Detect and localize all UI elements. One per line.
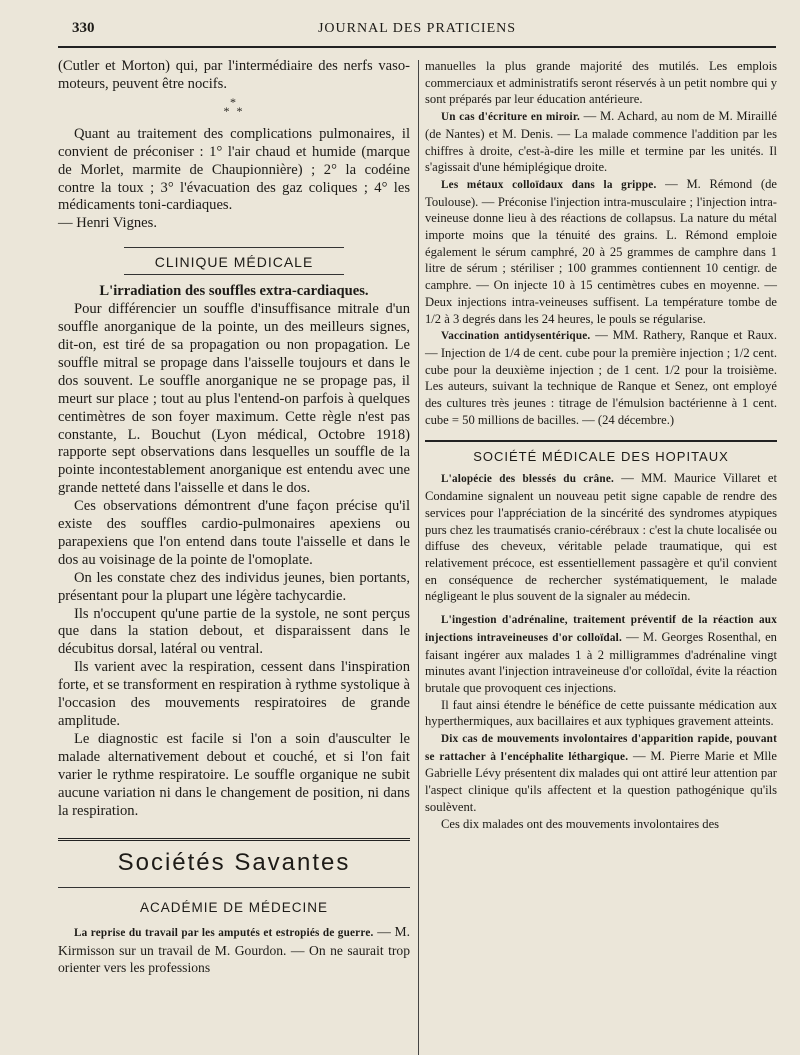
paragraph-adrenaline-2: Il faut ainsi étendre le bénéfice de cette puissante médication aux hyperthermiques, aux bacillaires et aux typhiques gravement atteints. <box>425 697 777 729</box>
paragraph-alopecie <box>425 470 777 605</box>
paragraph-3: On les constate chez des individus jeunes, bien portants, présentant pour la plupart une légère tachycardie. <box>58 569 410 604</box>
adrenaline-text: — M. Georges Rosenthal, en faisant ingérer aux malades 1 à 2 milligrammes d'adrénaline vingt minutes avant l'injection intraveineuse d'or colloïdal, évite la réaction brutale que provoquent ces injections. <box>425 629 777 695</box>
reprise-text: — M. Kirmisson sur un travail de M. Gourdon. — On ne saurait trop orienter vers les professions <box>58 924 410 976</box>
paragraph-miroir <box>425 108 777 176</box>
societes-rule-bottom <box>58 887 410 888</box>
journal-title: JOURNAL DES PRATICIENS <box>317 21 517 36</box>
reprise-lead: La reprise du travail par les amputés et estropiés de guerre. <box>74 927 374 940</box>
miroir-text: — M. Achard, au nom de M. Miraillé (de Nantes) et M. Denis. — La malade commence l'addition par les chiffres à droite, c'est-à-dire les mille et termine par les unités. Il s'agissait d'une hémiplégique droite. <box>425 109 777 175</box>
paragraph-intro: (Cutler et Morton) qui, par l'intermédiaire des nerfs vaso-moteurs, peuvent être nocifs. <box>58 58 410 92</box>
alopecie-lead: L'alopécie des blessés du crâne. <box>441 473 614 486</box>
academie-title: ACADÉMIE DE MÉDECINE <box>139 900 329 916</box>
vaccination-text: — MM. Rathery, Ranque et Raux. — Injection de 1/4 de cent. cube pour la première injection ; 1/2 cent. cube pour la deuxième injection ; de 1 cent. 1/2 pour la troisième. Les auteurs, suivant la technique de Ranque et Senez, ont employé des cultures très jeunes : titrage de l'émulsion bactérienne à 1 cent. cube = 50 millions de bacilles. — (24 décembre.) <box>425 328 777 427</box>
hopitaux-heading-block <box>425 440 777 470</box>
section-stars: * * * <box>223 94 245 118</box>
clinique-heading-block <box>58 247 410 275</box>
paragraph-1: Pour différencier un souffle d'insuffisance mitrale d'un souffle anorganique de la pointe, un des meilleurs signes, dit-on, est tiré de sa propagation ou non propagation. Le souffle mitral se propage dans l'aisselle toujours et dans le dos souvent. Le souffle anorganique ne se propage pas, il meurt sur place ; tout au plus l'entend-on parfois à quelques centimètres de son foyer maximum. Cette règle n'est pas constante, L. Bouchut (Lyon médical, Octobre 1918) rapporte sept observations dans lesquelles un souffle de la pointe incontestablement anorganique est entendu avec une grande netteté dans l'aisselle et dans le dos. <box>58 301 410 497</box>
paragraph-dix-cas-2: Ces dix malades ont des mouvements involontaires des <box>441 816 720 831</box>
left-column <box>58 58 410 976</box>
paragraph-metaux <box>425 176 777 327</box>
societes-savantes-title: Sociétés Savantes <box>117 849 351 877</box>
paragraph-traitement: Quant au traitement des complications pulmonaires, il convient de préconiser : 1° l'air chaud et humide (marque de Morlet, marmite de Chaupionnière) ; 2° la codéine contre la toux ; 3° l'évacuation des gaz coliques ; 4° les médicaments toni-cardiaques. <box>58 125 410 214</box>
adrenaline-lead: L'ingestion d'adrénaline, traitement préventif de la réaction aux injections intraveineuses d'or colloïdal. <box>425 614 777 644</box>
paragraph-adrenaline <box>425 611 777 697</box>
paragraph-vaccination <box>425 327 777 428</box>
page-header <box>58 18 776 46</box>
alopecie-text: — MM. Maurice Villaret et Condamine signalent un nouveau petit signe capable de rendre des services pour l'appréciation de la sincérité des syndromes atypiques purs chez les traumatisés cranio-cérébraux : c'est la chute localisée ou diffuse des cheveux, véritable pelade traumatique, qui est relativement précoce, est essentiellement passagère et qu'il convient en conséquence de rechercher systématiquement, le malade négligeant le plus souvent de la signaler au médecin. <box>425 471 778 604</box>
section-title-clinique: CLINIQUE MÉDICALE <box>154 254 314 271</box>
metaux-lead: Les métaux colloïdaux dans la grippe. <box>441 178 657 191</box>
paragraph-2: Ces observations démontrent d'une façon précise qu'il existe des souffles cardio-pulmonaires apexiens ou parapexiens que l'on entend dans toute l'aisselle et dans le dos au voisinage de la pointe de l'omoplate. <box>58 498 410 568</box>
miroir-lead: Un cas d'écriture en miroir. <box>441 111 580 124</box>
article-title: L'irradiation des souffles extra-cardiaques. <box>99 283 369 300</box>
paragraph-continuation: manuelles la plus grande majorité des mutilés. Les emplois commerciaux et administratifs seront réservés à un petit nombre qui y sont préparés par leur éducation antérieure. <box>425 59 777 107</box>
metaux-text: — M. Rémond (de Toulouse). — Préconise l'injection intra-musculaire ; l'injection intra-veineuse donne lieu à des réactions de collapsus. La nature du métal importe moins que la ténuité des grains. L. Rémond emploie également le sérum camphré, 20 à 25 grammes de camphre dans 1 litre de sérum ; stériliser ; 100 grammes contiennent 10 centigr. de camphre. — On injecte 10 à 15 centimètres cubes en moyenne. — Deux injections intra-veineuses suffisent. La température tombe de 1/2 à 3 degrés dans les 24 heures, le pouls se régularise. <box>425 176 777 326</box>
paragraph-6: Le diagnostic est facile si l'on a soin d'ausculter le malade alternativement debout et couché, et si l'on fait varier le rythme respiratoire. Le souffle organique ne subit aucune variation ni dans le changement de position, ni dans la respiration. <box>58 730 410 819</box>
dix-cas-lead: Dix cas de mouvements involontaires d'apparition rapide, pouvant se rattacher à l'encéphalite léthargique. <box>425 733 777 763</box>
right-column <box>425 58 777 832</box>
column-divider <box>418 60 419 1055</box>
paragraph-dix-cas <box>425 730 777 816</box>
section-title-hopitaux: SOCIÉTÉ MÉDICALE DES HOPITAUX <box>473 449 729 465</box>
signature: — Henri Vignes. <box>58 215 157 232</box>
section-rule-bottom <box>124 274 344 275</box>
page-number: 330 <box>72 20 95 36</box>
vaccination-lead: Vaccination antidysentérique. <box>441 330 591 343</box>
paragraph-reprise <box>58 923 410 976</box>
paragraph-5: Ils varient avec la respiration, cessent dans l'inspiration forte, et se transforment en respiration à rythme systolique à l'occasion des mouvements respiratoires de grande amplitude. <box>58 659 410 729</box>
header-rule <box>58 46 776 48</box>
dix-cas-text: — M. Pierre Marie et Mlle Gabrielle Lévy présentent dix malades qui ont attiré leur attention par l'aspect clinique qu'ils affectent et la question pathogénique qu'ils soulèvent. <box>425 748 778 814</box>
paragraph-4: Ils n'occupent qu'une partie de la systole, ne sont perçus que dans la station debout, et disparaissent dans le décubitus dorsal, latéral ou ventral. <box>58 605 410 658</box>
